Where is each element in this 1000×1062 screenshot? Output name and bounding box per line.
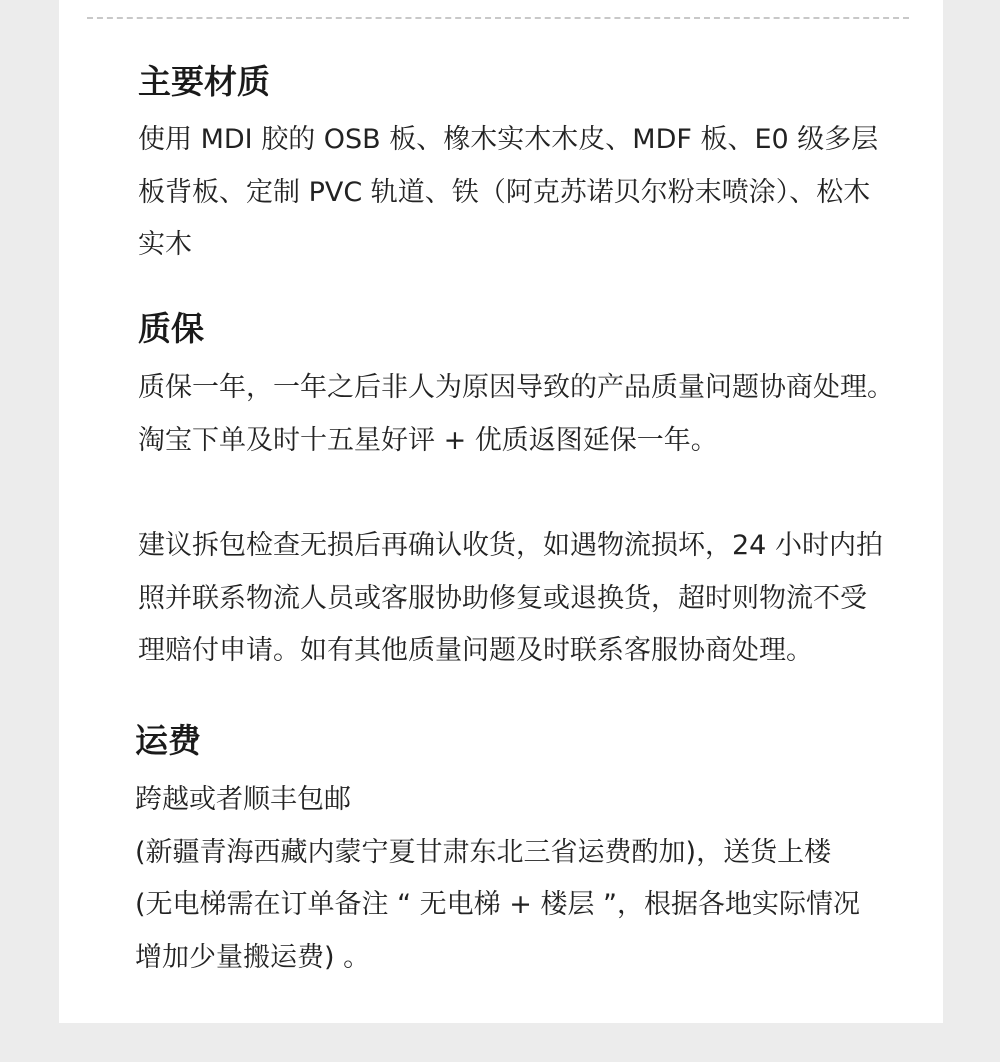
inspection-advice-text [138,520,938,678]
shipping-heading: 运费 [135,721,201,760]
material-line: 板背板、定制 PVC 轨道、铁（阿克苏诺贝尔粉末喷涂）、松木 [138,176,871,208]
shipping-text [135,774,935,984]
shipping-line: 增加少量搬运费) 。 [135,941,371,973]
warranty-line: 淘宝下单及时十五星好评 + 优质返图延保一年。 [138,424,718,456]
warranty-heading: 质保 [138,309,204,348]
material-text [138,114,928,272]
shipping-line: (新疆青海西藏内蒙宁夏甘肃东北三省运费酌加)，送货上楼 [135,836,832,868]
advice-line: 理赔付申请。如有其他质量问题及时联系客服协商处理。 [138,635,813,666]
product-info-card [59,0,943,1023]
material-heading: 主要材质 [138,62,270,101]
advice-line: 建议拆包检查无损后再确认收货，如遇物流损坏，24 小时内拍 [138,530,883,561]
warranty-line: 质保一年，一年之后非人为原因导致的产品质量问题协商处理。 [138,372,894,403]
shipping-line: (无电梯需在订单备注 “ 无电梯 + 楼层 ”，根据各地实际情况 [135,889,861,920]
advice-line: 照并联系物流人员或客服协助修复或退换货，超时则物流不受 [138,582,867,614]
material-line: 实木 [138,229,192,260]
warranty-text [138,362,938,467]
shipping-line: 跨越或者顺丰包邮 [135,784,351,815]
material-line: 使用 MDI 胶的 OSB 板、橡木实木木皮、MDF 板、E0 级多层 [138,124,879,155]
dashed-divider [87,17,909,19]
